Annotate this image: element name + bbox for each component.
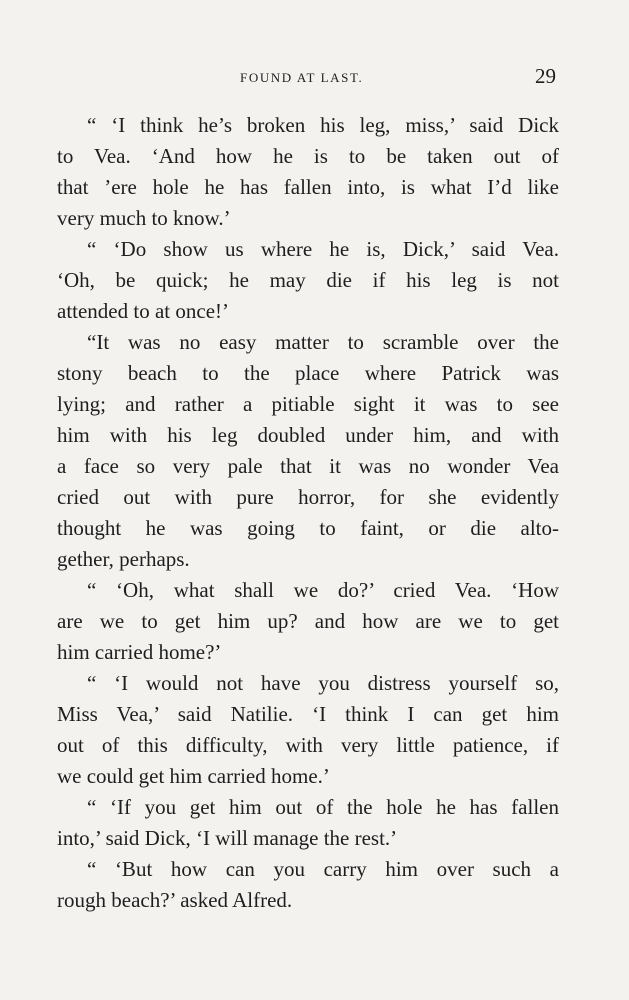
text-line: cried out with pure horror, for she evidently bbox=[57, 485, 559, 509]
text-line: rough beach?’ asked Alfred. bbox=[57, 888, 293, 912]
body-text bbox=[57, 110, 559, 916]
text-line: a face so very pale that it was no wonder Vea bbox=[57, 454, 559, 478]
text-line: stony beach to the place where Patrick was bbox=[57, 361, 559, 385]
text-line: very much to know.’ bbox=[57, 206, 231, 230]
text-line: Miss Vea,’ said Natilie. ‘I think I can get him bbox=[57, 702, 559, 726]
text-line: “ ‘But how can you carry him over such a bbox=[87, 857, 559, 881]
text-line: “ ‘I think he’s broken his leg, miss,’ said Dick bbox=[87, 113, 559, 137]
page-number: 29 bbox=[535, 64, 556, 88]
text-line: “ ‘Oh, what shall we do?’ cried Vea. ‘How bbox=[87, 578, 559, 602]
text-line: lying; and rather a pitiable sight it was to see bbox=[57, 392, 559, 416]
running-head bbox=[0, 66, 629, 90]
text-line: him with his leg doubled under him, and with bbox=[57, 423, 559, 447]
text-line: that ’ere hole he has fallen into, is what I’d like bbox=[57, 175, 559, 199]
text-line: into,’ said Dick, ‘I will manage the rest.’ bbox=[57, 826, 398, 850]
text-line: we could get him carried home.’ bbox=[57, 764, 330, 788]
text-line: attended to at once!’ bbox=[57, 299, 229, 323]
text-line: thought he was going to faint, or die alto- bbox=[57, 516, 559, 540]
running-head-title: FOUND AT LAST. bbox=[240, 70, 364, 85]
text-line: “ ‘I would not have you distress yourself so, bbox=[87, 671, 559, 695]
text-line: “It was no easy matter to scramble over the bbox=[87, 330, 559, 354]
text-line: “ ‘If you get him out of the hole he has fallen bbox=[87, 795, 559, 819]
text-line: to Vea. ‘And how he is to be taken out of bbox=[57, 144, 559, 168]
text-line: “ ‘Do show us where he is, Dick,’ said Vea. bbox=[87, 237, 559, 261]
text-line: gether, perhaps. bbox=[57, 547, 190, 571]
text-line: ‘Oh, be quick; he may die if his leg is not bbox=[57, 268, 559, 292]
text-line: out of this difficulty, with very little patience, if bbox=[57, 733, 559, 757]
text-line: are we to get him up? and how are we to get bbox=[57, 609, 559, 633]
text-line: him carried home?’ bbox=[57, 640, 222, 664]
